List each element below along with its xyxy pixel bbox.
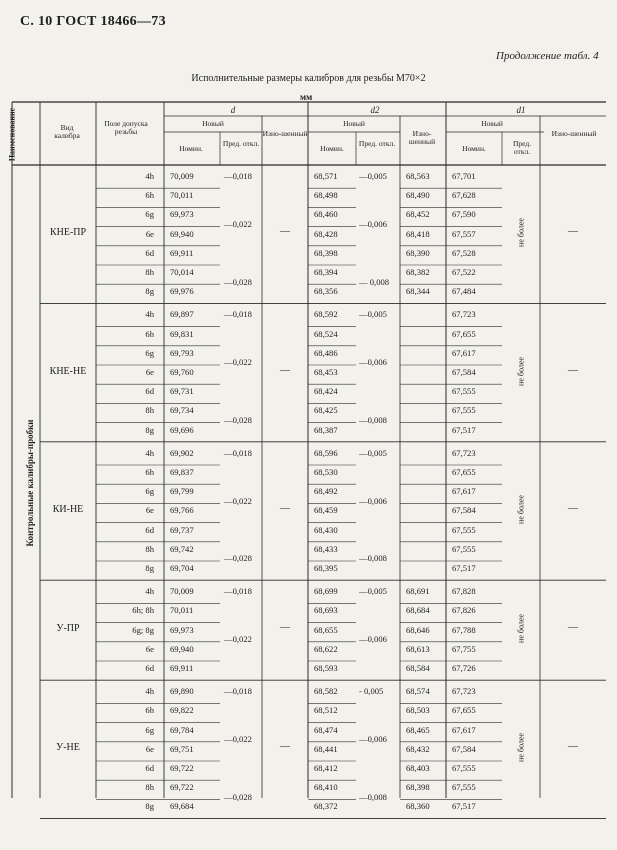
d2-worn-cell: 68,418 [406,228,430,239]
d2-limit-cell: - 0,005 [359,686,384,697]
group-name: У-ПР [56,623,80,635]
d2-nominal-cell: 68,459 [314,505,338,516]
field-cell: 6g [145,347,154,358]
d-nominal-cell: 69,784 [170,724,194,735]
not-more-label: не более [516,356,526,386]
field-cell: 6e [145,505,154,516]
d2-nominal-cell: 68,387 [314,424,338,435]
field-cell: 6e [145,743,154,754]
d-nominal-cell: 69,704 [170,563,194,573]
field-cell: 6d [145,663,154,673]
d2-limit-cell: — 0,008 [359,276,390,287]
d-limit-cell: —0,028 [224,791,252,802]
d-limit-cell: —0,028 [224,276,252,287]
d2-nominal-cell: 68,356 [314,286,338,297]
d2-nominal-cell: 68,571 [314,171,338,181]
d1-worn-dash: — [568,503,578,514]
d-limit-cell: —0,022 [224,219,252,229]
d-nominal-cell: 69,940 [170,228,194,239]
d2-nominal-cell: 68,430 [314,524,338,535]
d2-nominal-cell: 68,395 [314,563,338,573]
d1-nominal-cell: 67,655 [452,328,476,339]
d2-nominal-cell: 68,655 [314,624,338,635]
d2-nominal-cell: 68,486 [314,347,338,358]
d1-nominal-cell: 67,655 [452,467,476,477]
d2-nominal-cell: 68,460 [314,209,338,220]
field-cell: 6e [145,367,154,377]
field-cell: 8h [145,267,154,277]
continuation-label: Продолжение табл. 4 [496,50,599,62]
field-cell: 6h [145,467,154,477]
field-cell: 6d [145,524,154,535]
d1-nominal-cell: 67,723 [452,447,476,458]
d-nominal-cell: 69,911 [170,247,194,258]
d-worn-dash: — [280,226,290,238]
d2-nominal-cell: 68,433 [314,543,338,554]
d2-nominal-cell: 68,498 [314,190,338,201]
d-nominal-cell: 69,831 [170,328,194,339]
d-limit-cell: —0,028 [224,415,252,425]
d1-nominal-cell: 67,584 [452,743,476,754]
d2-nominal-cell: 68,699 [314,586,338,597]
d-nominal-cell: 69,737 [170,524,194,535]
d2-worn-cell: 68,584 [406,663,430,673]
field-cell: 4h [145,586,154,597]
d2-nominal-cell: 68,530 [314,467,338,477]
d1-nominal-cell: 67,828 [452,586,476,597]
field-cell: 6d [145,247,154,258]
d2-worn-cell: 68,691 [406,586,430,597]
d-nominal-cell: 69,696 [170,424,194,435]
d-nominal-cell: 70,014 [170,267,194,277]
d1-nominal-cell: 67,555 [452,543,476,554]
header-d2-nominal: Номин. [320,144,344,153]
d1-nominal-cell: 67,522 [452,267,476,277]
header-kind: Вид калибра [54,123,80,140]
d-nominal-cell: 69,976 [170,286,194,297]
d2-nominal-cell: 68,593 [314,663,338,673]
d1-nominal-cell: 67,555 [452,524,476,535]
d-nominal-cell: 70,009 [170,586,194,597]
d2-worn-cell: 68,344 [406,286,430,297]
header-tolerance-field: Поле допуска резьбы [104,119,148,136]
header-d-limit: Пред. откл. [222,139,260,148]
d-limit-cell: —0,022 [224,495,252,506]
group-name: У-НЕ [56,742,80,754]
d2-limit-cell: —0,006 [359,734,387,745]
d-nominal-cell: 69,722 [170,763,194,773]
field-cell: 4h [145,171,154,181]
d2-limit-cell: —0,008 [359,791,387,802]
d1-nominal-cell: 67,584 [452,367,476,377]
d2-nominal-cell: 68,410 [314,782,338,793]
field-cell: 4h [145,309,154,320]
d-nominal-cell: 69,731 [170,386,194,397]
not-more-label: не более [516,495,526,524]
d-nominal-cell: 69,742 [170,543,194,554]
d1-nominal-cell: 67,590 [452,209,476,220]
d-worn-dash: — [280,364,290,376]
table-unit: мм [300,92,313,102]
d-nominal-cell: 69,890 [170,686,194,697]
d1-nominal-cell: 67,701 [452,171,476,181]
group-name: КНЕ-ПР [49,227,87,239]
header-d1-limit: Пред. откл. [512,139,532,156]
field-cell: 8g [145,801,154,812]
d-limit-cell: —0,022 [224,357,252,368]
d2-worn-cell: 68,684 [406,605,430,616]
field-cell: 6g [145,486,154,497]
d2-worn-cell: 68,563 [406,171,430,181]
d2-nominal-cell: 68,425 [314,405,338,416]
d2-limit-cell: —0,005 [359,309,387,320]
d2-nominal-cell: 68,524 [314,328,338,339]
d-nominal-cell: 69,766 [170,505,194,516]
d-limit-cell: —0,018 [224,586,252,597]
header-d2: d2 [370,105,380,115]
d1-nominal-cell: 67,723 [452,686,476,697]
d1-nominal-cell: 67,584 [452,505,476,516]
d2-worn-cell: 68,646 [406,624,430,635]
not-more-label: не более [516,733,526,763]
d1-nominal-cell: 67,617 [452,724,476,735]
d-nominal-cell: 69,940 [170,643,194,654]
d2-limit-cell: —0,006 [359,219,387,229]
d-limit-cell: —0,022 [224,734,252,745]
field-cell: 6e [145,228,154,239]
d1-worn-dash: — [568,226,578,238]
header-d2-worn: Изно-шенный [408,129,436,146]
d2-nominal-cell: 68,492 [314,486,338,497]
d1-nominal-cell: 67,617 [452,347,476,358]
d1-nominal-cell: 67,555 [452,386,476,397]
d-nominal-cell: 69,837 [170,467,194,477]
header-d-nominal: Номин. [179,144,203,153]
field-cell: 6g; 8g [132,624,154,635]
d-nominal-cell: 70,011 [170,605,194,616]
header-d1-nominal: Номин. [462,144,486,153]
d2-worn-cell: 68,382 [406,267,430,277]
d2-limit-cell: —0,005 [359,447,387,458]
header-d1-new: Новый [481,119,503,128]
d1-nominal-cell: 67,555 [452,782,476,793]
field-cell: 4h [145,686,154,697]
d-limit-cell: —0,018 [224,447,252,458]
group-name: КИ-НЕ [52,504,84,515]
field-cell: 6g [145,724,154,735]
header-d-worn: Изно-шенный [262,129,308,138]
d2-nominal-cell: 68,582 [314,686,338,697]
d2-nominal-cell: 68,596 [314,447,338,458]
d2-worn-cell: 68,503 [406,705,430,716]
d1-nominal-cell: 67,555 [452,763,476,773]
group-name: КНЕ-НЕ [49,365,87,377]
field-cell: 8g [145,424,154,435]
table-title: Исполнительные размеры калибров для резьбы M70×2 [191,73,426,84]
d1-worn-dash: — [568,364,578,376]
d-limit-cell: —0,018 [224,171,252,181]
d-limit-cell: —0,028 [224,553,252,564]
d-nominal-cell: 69,822 [170,705,194,716]
d-nominal-cell: 70,011 [170,190,194,201]
d2-limit-cell: —0,006 [359,495,387,506]
d2-worn-cell: 68,490 [406,190,430,201]
page-header: С. 10 ГОСТ 18466—73 [20,14,166,29]
field-cell: 8h [145,782,154,793]
header-d2-new: Новый [343,119,365,128]
d-worn-dash: — [280,503,290,514]
d2-nominal-cell: 68,372 [314,801,338,812]
d2-worn-cell: 68,432 [406,743,430,754]
field-cell: 6d [145,763,154,773]
not-more-label: не более [516,218,526,248]
d-nominal-cell: 69,897 [170,309,194,320]
field-cell: 8h [145,405,154,416]
d-limit-cell: —0,018 [224,686,252,697]
d2-nominal-cell: 68,412 [314,763,338,773]
d2-nominal-cell: 68,512 [314,705,338,716]
d-limit-cell: —0,022 [224,634,252,645]
d2-limit-cell: —0,005 [359,171,387,181]
d-nominal-cell: 69,734 [170,405,194,416]
not-more-label: не более [516,614,526,644]
field-cell: 8h [145,543,154,554]
d1-nominal-cell: 67,655 [452,705,476,716]
d-worn-dash: — [280,741,290,753]
d2-nominal-cell: 68,424 [314,386,338,397]
d2-nominal-cell: 68,428 [314,228,338,239]
d2-nominal-cell: 68,441 [314,743,338,754]
d1-nominal-cell: 67,826 [452,605,476,616]
field-cell: 6h; 8h [132,605,154,616]
d2-nominal-cell: 68,398 [314,247,338,258]
header-d1-worn: Изно-шенный [551,129,597,138]
d2-worn-cell: 68,403 [406,763,430,773]
d-nominal-cell: 69,902 [170,447,194,458]
d2-nominal-cell: 68,622 [314,643,338,654]
d2-nominal-cell: 68,453 [314,367,338,377]
field-cell: 6d [145,386,154,397]
d-nominal-cell: 69,684 [170,801,194,812]
d1-nominal-cell: 67,557 [452,228,476,239]
d1-nominal-cell: 67,484 [452,286,476,297]
d1-nominal-cell: 67,788 [452,624,476,635]
d2-nominal-cell: 68,474 [314,724,338,735]
d-nominal-cell: 69,973 [170,209,194,220]
d2-nominal-cell: 68,394 [314,267,338,277]
d-nominal-cell: 69,911 [170,663,194,673]
d-nominal-cell: 70,009 [170,171,194,181]
d2-nominal-cell: 68,693 [314,605,338,616]
field-cell: 8g [145,286,154,297]
d1-nominal-cell: 67,617 [452,486,476,497]
d1-nominal-cell: 67,517 [452,563,476,573]
d1-nominal-cell: 67,528 [452,247,476,258]
d1-worn-dash: — [568,622,578,634]
d-nominal-cell: 69,760 [170,367,194,377]
d2-worn-cell: 68,574 [406,686,430,697]
d-nominal-cell: 69,793 [170,347,194,358]
d2-limit-cell: —0,008 [359,553,387,564]
field-cell: 4h [145,447,154,458]
header-d: d [230,105,236,115]
d2-worn-cell: 68,390 [406,247,430,258]
d-nominal-cell: 69,751 [170,743,194,754]
d2-limit-cell: —0,006 [359,634,387,645]
d1-nominal-cell: 67,555 [452,405,476,416]
d2-worn-cell: 68,452 [406,209,430,220]
d2-worn-cell: 68,360 [406,801,430,812]
d-worn-dash: — [280,622,290,634]
header-d-new: Новый [202,119,224,128]
field-cell: 6h [145,705,154,716]
d1-nominal-cell: 67,755 [452,643,476,654]
d1-nominal-cell: 67,628 [452,190,476,201]
d-nominal-cell: 69,973 [170,624,194,635]
d1-nominal-cell: 67,517 [452,424,476,435]
d1-nominal-cell: 67,726 [452,663,476,673]
field-cell: 6h [145,190,154,201]
d1-nominal-cell: 67,723 [452,309,476,320]
d-nominal-cell: 69,799 [170,486,194,497]
d2-worn-cell: 68,613 [406,643,430,654]
d2-worn-cell: 68,465 [406,724,430,735]
d1-worn-dash: — [568,741,578,753]
d2-limit-cell: —0,008 [359,415,387,425]
header-name: Наименование [7,107,17,162]
d-nominal-cell: 69,722 [170,782,194,793]
header-d2-limit: Пред. откл. [358,139,396,148]
d1-nominal-cell: 67,517 [452,801,476,812]
field-cell: 8g [145,563,154,573]
field-cell: 6h [145,328,154,339]
d2-limit-cell: —0,006 [359,357,387,368]
d2-limit-cell: —0,005 [359,586,387,597]
side-label: Контрольные калибры-пробки [25,419,35,547]
header-d1: d1 [516,105,526,115]
d-limit-cell: —0,018 [224,309,252,320]
field-cell: 6e [145,643,154,654]
d2-worn-cell: 68,398 [406,782,430,793]
field-cell: 6g [145,209,154,220]
d2-nominal-cell: 68,592 [314,309,338,320]
